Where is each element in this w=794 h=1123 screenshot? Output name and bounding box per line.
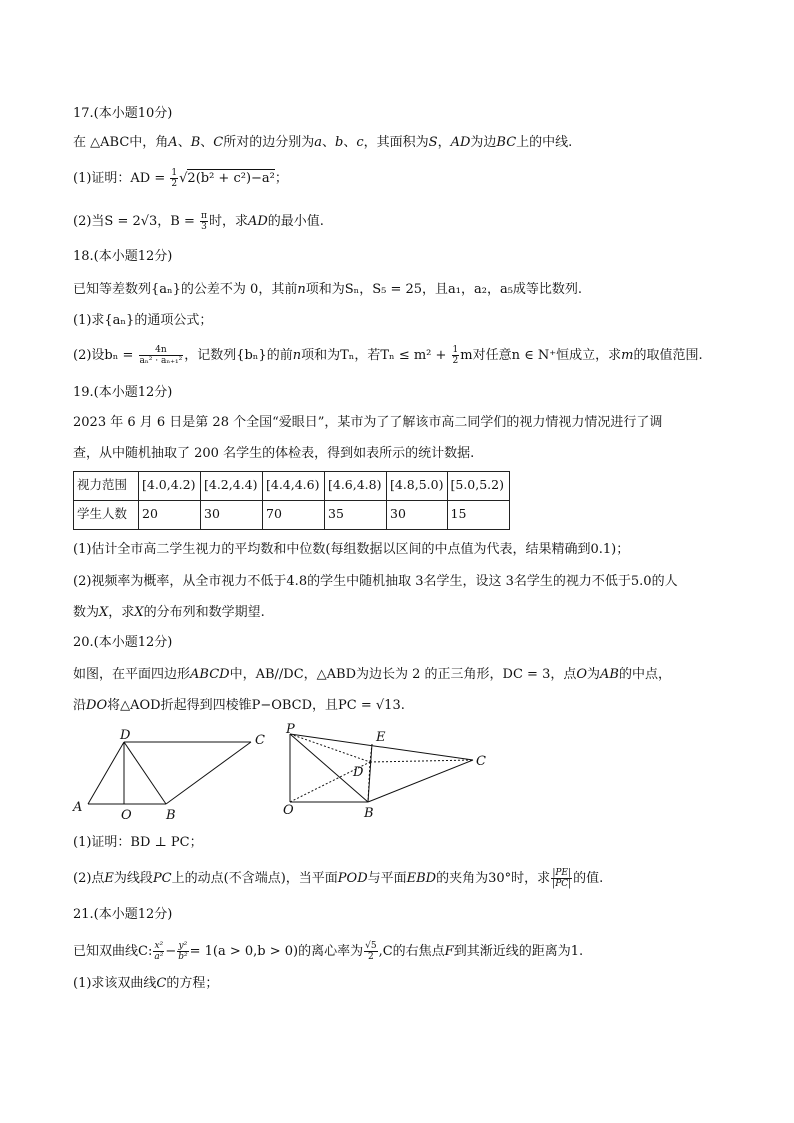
planar-quadrilateral-figure — [66, 726, 276, 822]
edge-DB — [124, 742, 166, 804]
q17-stem: 在 △ABC中，角A、B、C所对的边分别为a、b、c，其面积为S，AD为边BC上的中线. — [73, 135, 573, 150]
q19-stem-line2: 查，从中随机抽取了 200 名学生的体检表，得到如表所示的统计数据. — [73, 446, 475, 461]
label-P: P — [286, 722, 295, 737]
q18-part1: (1)求{aₙ}的通项公式； — [73, 313, 213, 328]
q18-part2: (2)设bₙ = $\frac{4n}{\text{aₙ² · aₙ₊₁²}}$ ，记数列{bₙ}的前n项和为Tₙ，若Tₙ ≤ m² + $\frac{1}{2}$ m对任意n ∈ N⁺恒成立，求m的取值范围. — [73, 345, 703, 366]
table-cell: 70 — [263, 501, 325, 530]
q21-stem: 已知双曲线C: $\frac{\text{x²}}{\text{a²}}$ − $\frac{\text{y²}}{\text{b²}}$ = 1(a > 0,b > 0)的离心率为 $\frac{√5}{2}$ ,C的右焦点F到其渐近线的距离为1. — [73, 941, 584, 962]
pyramid-figure — [280, 722, 495, 820]
stats-table — [73, 471, 510, 530]
q17-part2: (2)当S = 2√3，B = $\frac{\pi}{3}$ 时，求AD的最小值. — [73, 211, 324, 232]
q18-stem: 已知等差数列{aₙ}的公差不为 0，其前n项和为Sₙ，S₅ = 25，且a₁，a₂，a₅成等比数列. — [73, 282, 583, 297]
table-cell: [4.8,5.0) — [387, 472, 448, 501]
q19-part2-line1: (2)视频率为概率，从全市视力不低于4.8的学生中随机抽取 3名学生，设这 3名学生的视力不低于5.0的人 — [73, 574, 678, 589]
q19-part1: (1)估计全市高二学生视力的平均数和中位数(每组数据以区间的中点值为代表，结果精确到0.1)； — [73, 542, 630, 557]
label-E: E — [376, 730, 386, 745]
edge-BC — [368, 760, 473, 802]
label-C: C — [476, 754, 486, 769]
label-D: D — [353, 765, 364, 780]
table-cell: 35 — [325, 501, 387, 530]
q21-part1: (1)求该双曲线C的方程； — [73, 976, 219, 991]
label-O: O — [121, 808, 132, 822]
label-D: D — [120, 728, 131, 743]
q20-stem-line1: 如图，在平面四边形ABCD中，AB//DC，△ABD为边长为 2 的正三角形，DC = 3，点O为AB的中点， — [73, 667, 672, 682]
q18-header: 18.(本小题12分) — [73, 249, 173, 264]
edge-PD — [290, 734, 370, 762]
edge-DC — [370, 760, 473, 762]
fraction: $\frac{|PE|}{|PC|}$ — [552, 868, 572, 889]
q19-part2-line2: 数为X，求X的分布列和数学期望. — [73, 605, 265, 620]
fraction: $\frac{1}{2}$ — [171, 168, 178, 189]
table-row — [74, 472, 510, 501]
table-cell: 30 — [201, 501, 263, 530]
q20-part2: (2)点E为线段PC上的动点(不含端点)，当平面POD与平面EBD的夹角为30°时，求 $\frac{|PE|}{|PC|}$ 的值. — [73, 868, 604, 889]
table-cell: [5.0,5.2) — [447, 472, 509, 501]
fraction: $\frac{\text{x²}}{\text{a²}}$ — [154, 941, 164, 962]
label-A: A — [73, 800, 83, 815]
table-cell: 20 — [139, 501, 201, 530]
table-cell: 学生人数 — [74, 501, 139, 530]
table-cell: 30 — [387, 501, 448, 530]
q19-stem-line1: 2023 年 6 月 6 日是第 28 个全国“爱眼日”，某市为了了解该市高二同学们的视力情视力情况进行了调 — [73, 415, 663, 430]
fraction: $\frac{√5}{2}$ — [365, 941, 377, 962]
table-cell: 15 — [447, 501, 509, 530]
table-cell: [4.4,4.6) — [263, 472, 325, 501]
fraction: $\frac{4n}{\text{aₙ² · aₙ₊₁²}}$ — [139, 345, 183, 366]
fraction: $\frac{\text{y²}}{\text{b²}}$ — [178, 941, 188, 962]
label-B: B — [364, 806, 374, 820]
q20-header: 20.(本小题12分) — [73, 635, 173, 650]
table-cell: [4.0,4.2) — [139, 472, 201, 501]
q20-part1: (1)证明：BD ⊥ PC； — [73, 835, 203, 850]
label-B: B — [166, 808, 176, 822]
label-C: C — [255, 733, 265, 748]
q17-header: 17.(本小题10分) — [73, 106, 173, 121]
edge-AD — [88, 742, 124, 804]
fraction: $\frac{1}{2}$ — [452, 345, 459, 366]
q21-header: 21.(本小题12分) — [73, 907, 173, 922]
fraction: $\frac{\pi}{3}$ — [201, 211, 207, 232]
q17-part1: (1)证明：AD = $\frac{1}{2}$ √2(b² + c²)−a²； — [73, 168, 288, 189]
table-cell: [4.2,4.4) — [201, 472, 263, 501]
table-cell: 视力范围 — [74, 472, 139, 501]
q19-header: 19.(本小题12分) — [73, 385, 173, 400]
table-row — [74, 501, 510, 530]
table-cell: [4.6,4.8) — [325, 472, 387, 501]
edge-CB — [166, 742, 251, 804]
q20-stem-line2: 沿DO将△AOD折起得到四棱锥P−OBCD，且PC = √13. — [73, 698, 405, 713]
label-O: O — [283, 803, 294, 818]
